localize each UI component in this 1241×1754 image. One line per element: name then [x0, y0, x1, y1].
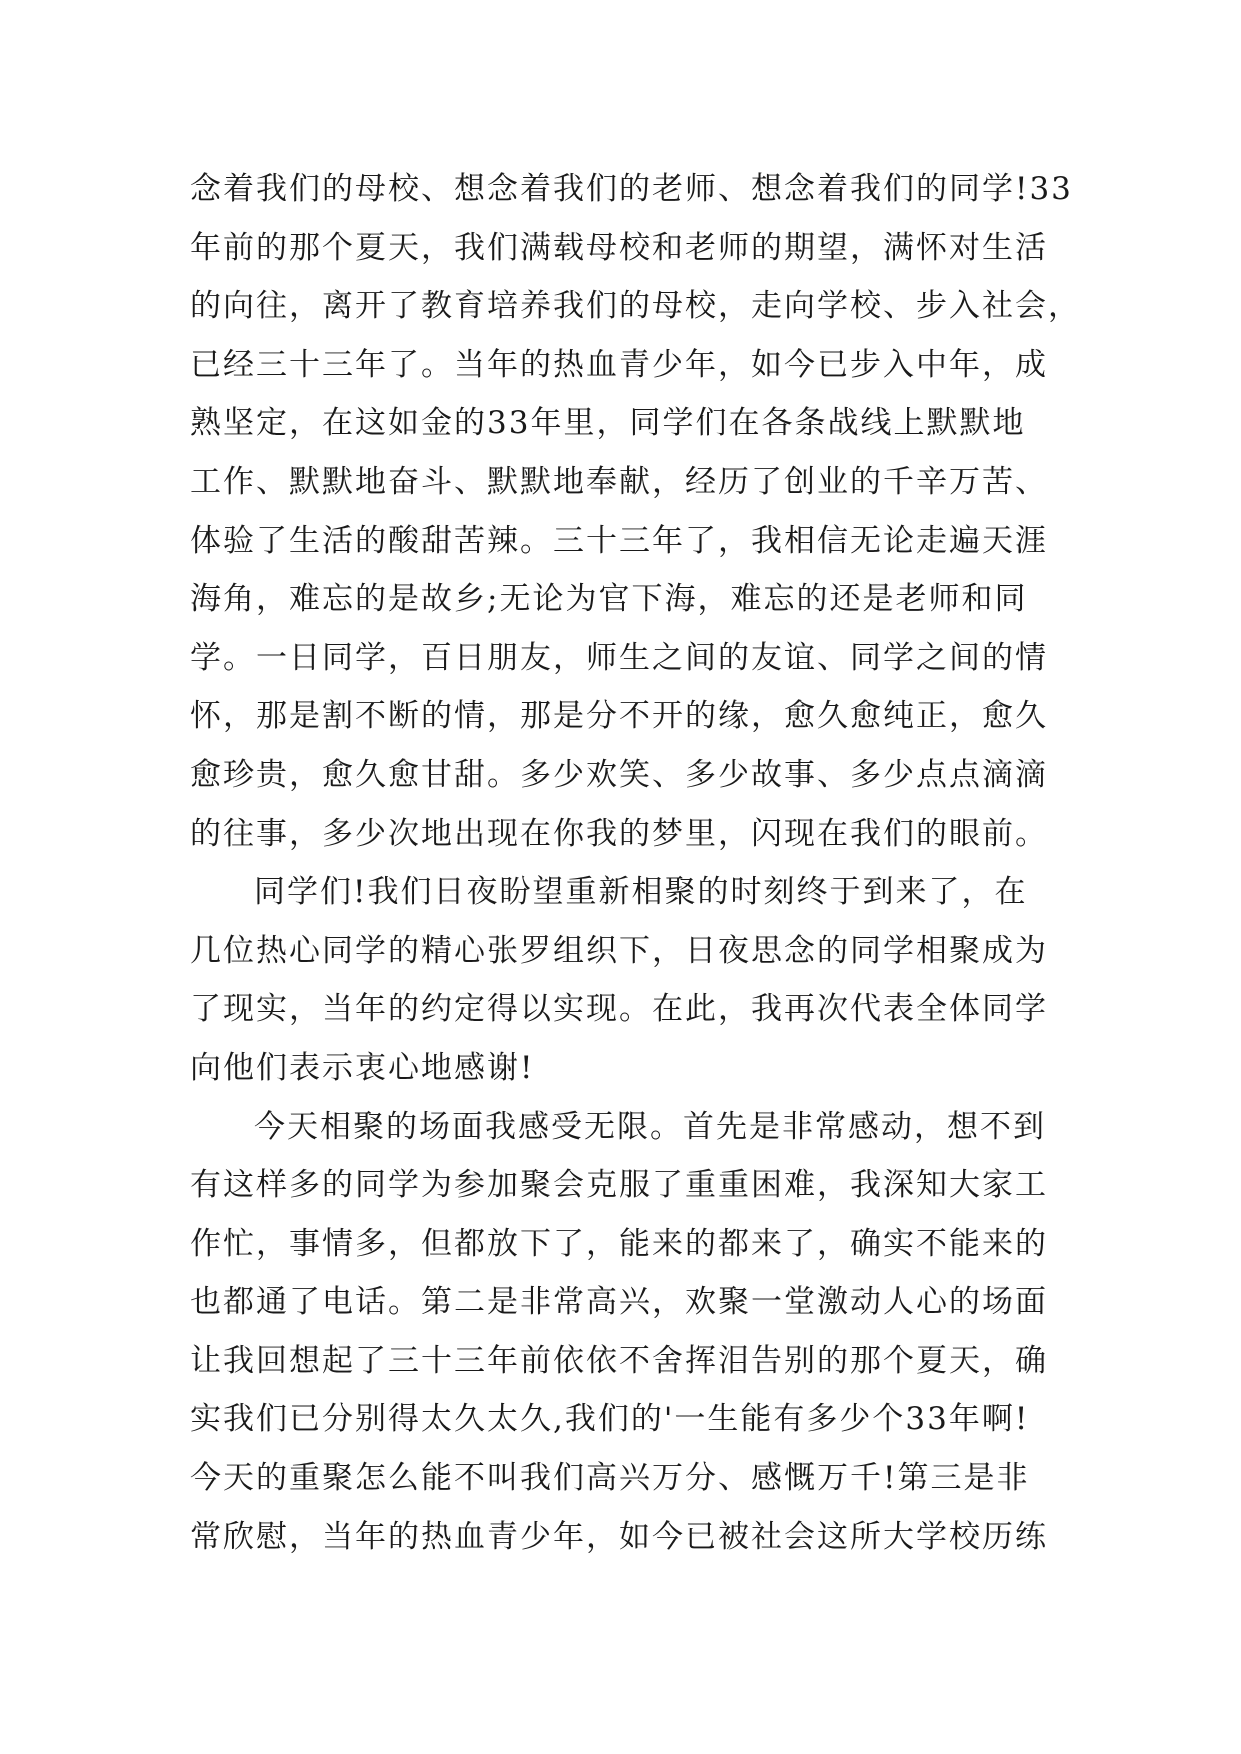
text-line: 年前的那个夏天，我们满载母校和老师的期望，满怀对生活	[190, 229, 1048, 266]
text-line: 愈珍贵，愈久愈甘甜。多少欢笑、多少故事、多少点点滴滴	[190, 756, 1048, 793]
text-line: 了现实，当年的约定得以实现。在此，我再次代表全体同学	[190, 991, 1048, 1028]
text-line: 常欣慰，当年的热血青少年，如今已被社会这所大学校历练	[190, 1518, 1048, 1555]
text-line: 海角，难忘的是故乡;无论为官下海，难忘的还是老师和同	[190, 581, 1028, 618]
text-line: 的向往，离开了教育培养我们的母校，走向学校、步入社会，	[190, 288, 1081, 325]
paragraph-start-line: 今天相聚的场面我感受无限。首先是非常感动，想不到	[254, 1108, 1046, 1145]
text-line: 向他们表示衷心地感谢!	[190, 1049, 535, 1086]
text-line: 怀，那是割不断的情，那是分不开的缘，愈久愈纯正，愈久	[190, 698, 1048, 735]
text-line: 几位热心同学的精心张罗组织下，日夜思念的同学相聚成为	[190, 932, 1048, 969]
body-text	[190, 160, 1081, 1566]
text-line: 工作、默默地奋斗、默默地奉献，经历了创业的千辛万苦、	[190, 463, 1048, 500]
text-line: 作忙，事情多，但都放下了，能来的都来了，确实不能来的	[190, 1225, 1048, 1262]
text-line: 今天的重聚怎么能不叫我们高兴万分、感慨万千!第三是非	[190, 1460, 1030, 1497]
text-line: 实我们已分别得太久太久,我们的'一生能有多少个33年啊!	[190, 1401, 1030, 1438]
text-line: 已经三十三年了。当年的热血青少年，如今已步入中年，成	[190, 346, 1048, 383]
text-line: 体验了生活的酸甜苦辣。三十三年了，我相信无论走遍天涯	[190, 522, 1048, 559]
text-line: 熟坚定，在这如金的33年里，同学们在各条战线上默默地	[190, 405, 1026, 442]
text-line: 也都通了电话。第二是非常高兴，欢聚一堂激动人心的场面	[190, 1284, 1048, 1321]
text-line: 的往事，多少次地出现在你我的梦里，闪现在我们的眼前。	[190, 815, 1048, 852]
text-line: 让我回想起了三十三年前依依不舍挥泪告别的那个夏天，确	[190, 1342, 1048, 1379]
text-line: 有这样多的同学为参加聚会克服了重重困难，我深知大家工	[190, 1167, 1048, 1204]
text-line: 学。一日同学，百日朋友，师生之间的友谊、同学之间的情	[190, 639, 1048, 676]
paragraph-start-line: 同学们!我们日夜盼望重新相聚的时刻终于到来了，在	[254, 874, 1028, 911]
text-line: 念着我们的母校、想念着我们的老师、想念着我们的同学!33	[190, 171, 1073, 207]
